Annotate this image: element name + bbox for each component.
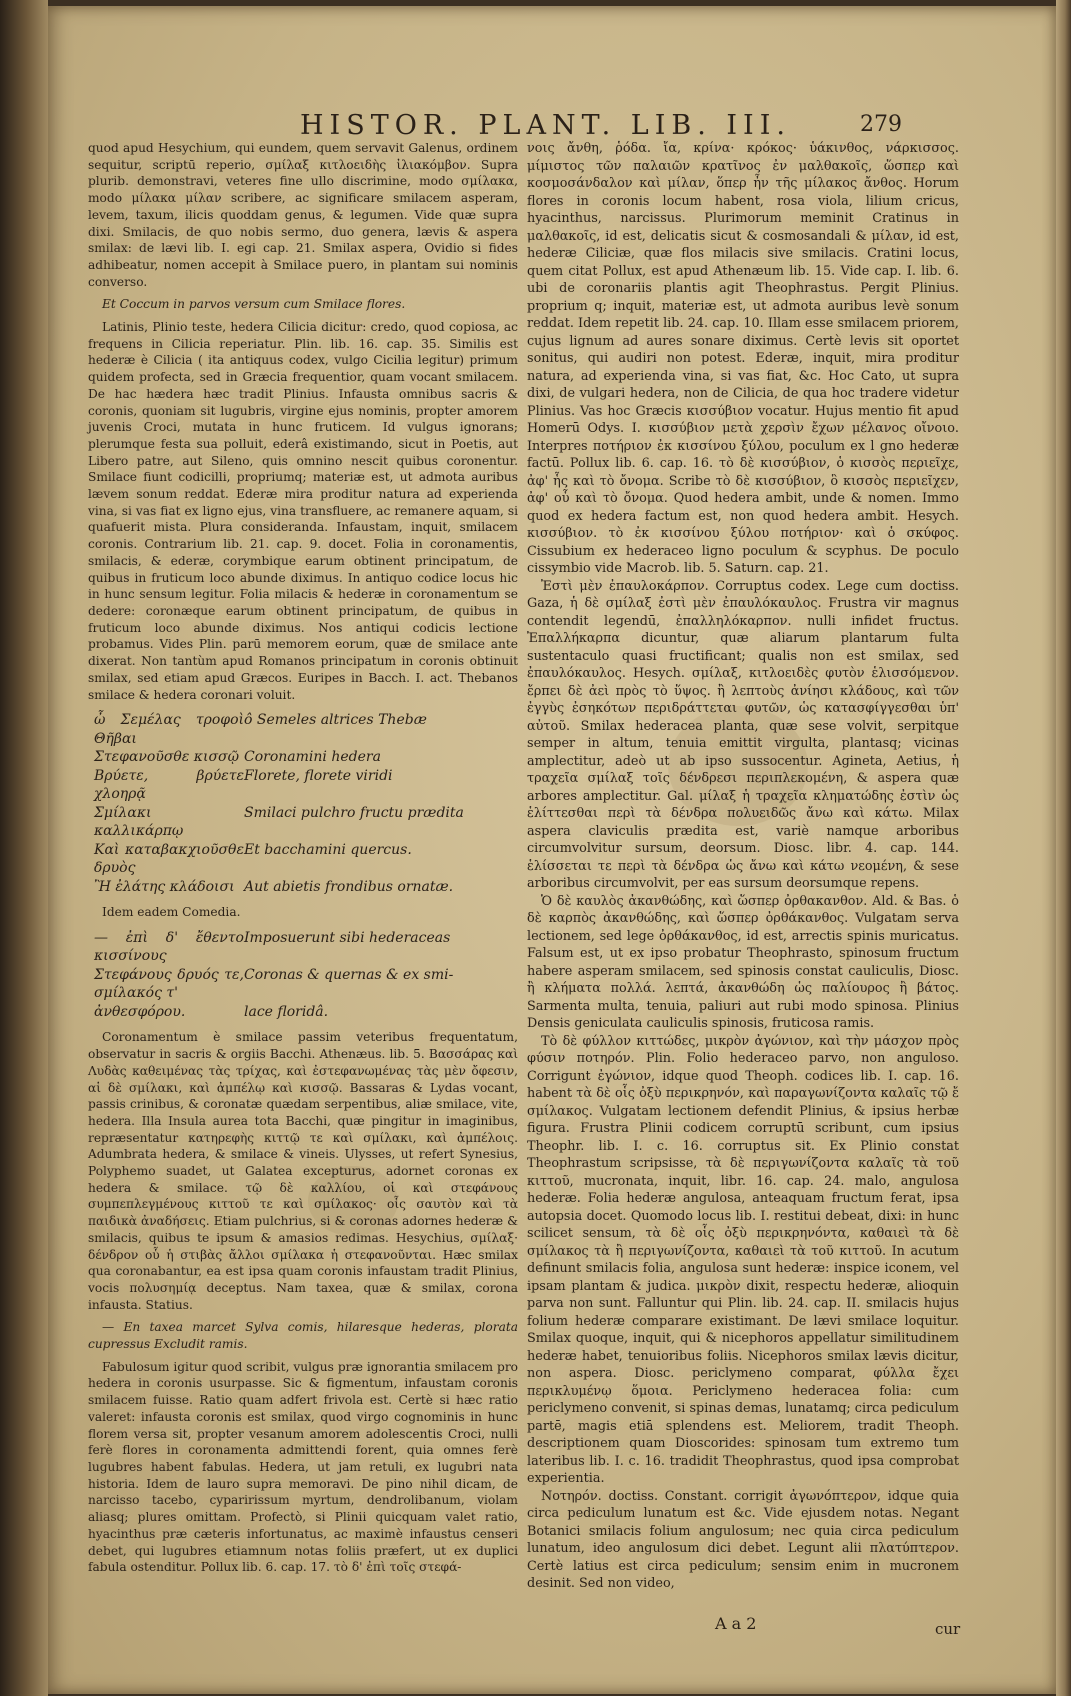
- paragraph: νοις ἄνθη, ῥόδα. ἴα, κρίνα· κρόκος· ὑάκινθος, νάρκισσος. μίμιστος τῶν παλαιῶν κρατῖνος ἐν μαλθακοῖς, ὥσπερ καὶ κοσμοσάνδαλον καὶ μίλαν, ὅπερ ἦν τῆς μίλακος ἄνθος. Horum flores in coronis locum habent, rosa viola, lilium cricus, hyacinthus, narcissus. Plurimorum meminit Cratinus in μαλθακοῖς, id est, delicatis sicut & cosmosandali & μίλαν, id est, hederæ Ciliciæ, quæ flos milacis sive smilacis. Cratini locus, quem citat Pollux, est apud Athenæum lib. 15. Vide cap. I. lib. 6. ubi de coronariis plantis agit Theophrastus. Pergit Plinius. proprium q; inquit, materiæ est, ut admota auribus levè sonum reddat. Idem repetit lib. 24. cap. 10. Illam esse smilacem priorem, cujus lignum ad aures sonare diximus. Certè levis sit oportet sonitus, qui audiri non potest. Ederæ, inquit, mira proditur natura, ad experienda vina, si vas fiat, &c. Hoc Cato, ut supra dixi, de vulgari hedera, non de Cilicia, de qua hoc tradere videtur Plinius. Vas hoc Græcis κισσύβιον vocatur. Hujus mentio fit apud Homerū Odys. I. κισσύβιον μετὰ χερσὶν ἔχων μέλανος οἴνοιο. Interpres ποτήριον ἐκ κισσίνου ξύλου, poculum ex l gno hederæ factū. Pollux lib. 6. cap. 16. τὸ δὲ κισσύβιον, ὁ κισσὸς περιεῖχε, ἀφ' ἧς καὶ τὸ ὄνομα. Scribe τὸ δὲ κισσύβιον, ὃ κισσὸς περιεῖχεν, ἀφ' οὗ καὶ τὸ ὄνομα. Quod hedera ambit, unde & nomen. Immo quod ex hedera factum est, non quod hedera ambit. Hesych. κισσύβιον. τὸ ἐκ κισσίνου ξύλου ποτήριον· καὶ ὁ σκύφος. Cissubium ex hederaceo ligno poculum & scyphus. De poculo cissymbio vide Macrob. lib. 5. Saturn. cap. 21.: [527, 141, 959, 576]
- verse-latin: Aut abietis frondibus ornatæ.: [244, 878, 454, 895]
- verse-latin: Coronas & quernas & ex smi-: [244, 966, 454, 983]
- catchword: cur: [935, 1620, 961, 1638]
- page-number: 279: [860, 112, 902, 137]
- paragraph: quod apud Hesychium, qui eundem, quem servavit Galenus, ordinem sequitur, scriptū reperio, σμίλαξ κιτλοειδὴς ἰλιακόμβον. Supra plurib. demonstravi, veteres fine ullo discrimine, modo σμίλακα, modo μίλακα μίλαν scribere, ac significare smilacem asperam, levem, taxum, ilicis quoddam genus, & legumen. Vide quæ supra dixi. Smilacis, de quo nobis sermo, duo genera, lævis & aspera smilax: de lævi lib. I. egi cap. 21. Smilax aspera, Ovidio si fides adhibeatur, nomen accepit à Smilace puero, in plantam sui nominis converso.: [88, 141, 518, 289]
- page-edge: [1056, 0, 1071, 1696]
- verse-block: [94, 929, 518, 1022]
- verse-greek: Στεφάνους δρυός τε, σμίλακός τ': [94, 966, 244, 1002]
- paragraph: Coronamentum è smilace passim veteribus frequentatum, observatur in sacris & orgiis Bacchi. Athenæus. lib. 5. Βασσάρας καὶ Λυδὰς καθειμένας τὰς τρίχας, καὶ ἐστεφανωμένας τὰς μὲν ὄφεσιν, αἱ δὲ σμίλακι, καὶ ἀμπέλῳ καὶ κισσῷ. Bassaras & Lydas vocant, passis crinibus, & coronatæ quædam serpentibus, aliæ smilace, vite, hedera. Illa Insula aurea tota Bacchi, quæ pingitur in imaginibus, repræsentatur κατηρεφὴς κιττῷ τε καὶ σμίλακι, καὶ ἀμπέλοις. Adumbrata hedera, & smilace & vineis. Ulysses, ut refert Synesius, Polyphemo suadet, ut Galatea excepturus, adornet coronas ex hedera & smilace. τῷ δὲ καλλίου, οἱ καὶ στεφάνους συμπεπλεγμένους κιττοῦ τε καὶ σμίλακος· οἷς σαυτὸν καὶ τὰ παιδικὰ ἀναδήσεις. Etiam pulchrius, si & coronas adornes hederæ & smilacis, quibus te ipsum & amasios redimas. Hesychius, σμίλαξ· δένδρον οὗ ἡ στιβὰς ἄλλοι σμίλακα ἡ στεφανοῦνται. Hæc smilax qua coronabantur, ea est ipsa quam coronis infaustam tradit Plinius, vocis πολυσημίᾳ deceptus. Nam taxea, quæ & smilax, corona infausta. Statius.: [88, 1030, 518, 1312]
- verse-line: [94, 1003, 518, 1022]
- verse-latin: Imposuerunt sibi hederaceas: [244, 929, 451, 946]
- running-head: HISTOR. PLANT. LIB. III.: [300, 110, 791, 141]
- verse-greek: Καὶ καταβακχιοῦσθε δρυὸς: [94, 841, 244, 877]
- paragraph: Latinis, Plinio teste, hedera Cilicia dicitur: credo, quod copiosa, ac frequens in Cilicia reperiatur. Plin. lib. 16. cap. 35. Similis est hederæ è Cilicia ( ita antiquus codex, vulgo Cicilia legitur) primum quidem profecta, sed in Græcia frequentior, quam vocant smilacem. De hac hædera hæc tradit Plinius. Infausta omnibus sacris & coronis, quoniam sit lugubris, virgine ejus nominis, propter amorem juvenis Croci, mutata in hunc fruticem. Id vulgus ignorans; plerumque festa sua polluit, ederâ existimando, sicut in Poetis, aut Libero patre, aut Sileno, quis omnino nescit quibus coronentur. Smilace fiunt codicilli, propriumq; materiæ est, ut admota auribus lævem sonum reddat. Ederæ mira proditur natura ad experienda vina, si vas fiat ex ligno ejus, vina transfluere, ac remanere aquam, si quafuerit mista. Plura consideranda. Infaustam, inquit, smilacem coronis. Contrarium lib. 21. cap. 9. docet. Folia in coronamentis, smilacis, & ederæ, corymbique earum obtinent principatum, de quibus in fruticum loco abunde diximus. In antiquo codice locus hic in hunc sensum legitur. Folia milacis & hederæ in coronamentum se dedere: coronæque earum obtinent principatum, de quibus in fruticum loco abunde diximus. Nos antiqui codicis lectione probamus. Vides Plin. parū memorem eorum, quæ de smilace ante dixerat. Non tantùm apud Romanos principatum in coronis obtinuit smilax, sed etiam apud Græcos. Euripes in Bacch. I. act. Thebanos smilace & hedera coronari voluit.: [88, 320, 518, 702]
- paragraph: Fabulosum igitur quod scribit, vulgus præ ignorantia smilacem pro hedera in coronis usurpasse. Sic & figmentum, infaustam coronis smilacem fuisse. Ratio quam adfert frivola est. Certè si hæc ratio valeret: infausta coronis est smilax, quod virgo cognominis in hunc florem versa sit, propter vesanum amorem adolescentis Croci, nulli ferè flores in coronamenta admittendi forent, quia omnes ferè lugubres habent fabulas. Hedera, ut jam retuli, ex lugubri nata historia. Idem de lauro supra memoravi. De pino nihil dicam, de narcisso tacebo, cyparirissum myrtum, dendrolibanum, violam aliasq; plures omittam. Profectò, si Plinii quicquam valet ratio, hyacinthus præ cæteris infortunatus, ac maximè infaustus censeri debet, qui lugubres etiamnum notas foliis præfert, ut ex duplici fabula ostenditur. Pollux lib. 6. cap. 17. τὸ δ' ἐπὶ τοῖς στεφά-: [88, 1359, 518, 1575]
- verse-greek: ἀνθεσφόρου.: [94, 1003, 186, 1020]
- verse-greek: Σμίλακι καλλικάρπῳ: [94, 804, 184, 840]
- verse-line: [94, 966, 518, 1003]
- verse-latin: Et bacchamini quercus.: [244, 841, 412, 858]
- left-column: [88, 140, 518, 1576]
- verse-line: [94, 929, 518, 966]
- verse-line: [94, 767, 518, 804]
- paragraph: Τὸ δὲ φύλλον κιττώδες, μικρὸν ἀγώνιον, καὶ τὴν μάσχον πρὸς φύσιν ποτηρόν. Plin. Folio hederaceo parvo, non anguloso. Corrigunt ἐγώνιον, idque quod Theoph. codices lib. I. cap. 16. habent τὰ δὲ οἷς ὀξὺ περικρηνόν, καὶ παραγωνίζοντα καλαῖς τῷ ἔ σμίλακος. Vulgatam lectionem defendit Plinius, & ipsius herbæ figura. Frustra Plinii codicem corruptū scribunt, cum ipsius Theophr. lib. I. c. 16. corruptus sit. Ex Plinio constat Theophrastum scripsisse, τὰ δὲ περιγωνίζοντα καλαῖς τὰ τοῦ κιττοῦ, mucronata, inquit, libr. 16. cap. 24. malo, angulosa hederæ. Folia hederæ angulosa, anteaquam fructum ferat, ipsa autopsia docet. Quomodo locus lib. I. restitui debeat, dixi: in hunc scilicet sensum, τὰ δὲ οἷς ὀξὺ περικρηνόντα, καθαιεὶ τὰ δὲ σμίλακος τὰ ἢ περιγωνίζοντα, καθαιεὶ τὰ τοῦ κιττοῦ. In acutum definunt smilacis folia, angulosa sunt hederæ: inspice iconem, vel ipsam plantam & judica. μικρὸν dixit, respectu hederæ, alioquin parva non sunt. Falluntur qui Plin. lib. 24. cap. II. smilacis hujus folium hederæ comparare existimant. De lævi smilace loquitur. Smilax quoque, inquit, qui & nicephoros appellatur similitudinem hederæ habet, tenuioribus foliis. Nicephoros smilax lævis dicitur, non aspera. Diosc. periclymeno comparat, φύλλα ἔχει περικλυμένῳ ὅμοια. Periclymeno hederacea folia: cum periclymeno convenit, si spinas demas, lunatamq; circa pediculum partē, magis etiā splendens est. Meliorem, tradit Theoph. descriptionem quam Dioscorides: spinosam tum extremo tum lateribus lib. I. c. 16. tradidit Theophrastus, quod ipsa comprobat experientia.: [527, 1033, 959, 1486]
- verse-latin: Smilaci pulchro fructu prædita: [244, 804, 464, 821]
- quotation: — En taxea marcet Sylva comis, hilaresque hederas, plorata cupressus Excludit ramis.: [88, 1320, 518, 1352]
- verse-line: [94, 711, 518, 748]
- verse-greek: ὦ Σεμέλας τροφοὶ Θῆβαι: [94, 712, 244, 747]
- paragraph: Ὁ δὲ καυλὸς ἀκανθώδης, καὶ ὥσπερ ὀρθακανθον. Ald. & Bas. ὁ δὲ καρπὸς ἀκανθώδης, καὶ ὥσπερ ὀρθάκανθος. Vulgatam serva lectionem, sed lege ὀρθάκανθος, id est, arrectis spinis muricatus. Falsum est, ut ex ipso probatur Theophrasto, spinosum fructum habere asperam smilacem, sed spinosis constat cauliculis, Diosc. ἢ κλήματα πολλά. λεπτά, ἀκανθώδη ὡς παλίουρος ἢ βάτος. Sarmenta multa, tenuia, paliuri aut rubi modo spinosa. Plinius Densis geniculata cauliculis spinosis, fruticosa ramis.: [527, 893, 959, 1031]
- signature-mark: A a 2: [715, 1614, 757, 1633]
- verse-greek: — ἐπὶ δ' ἔθεντο κισσίνους: [94, 929, 244, 965]
- verse-greek: Στεφανοῦσθε κισσῷ: [94, 749, 240, 766]
- verse-latin: lace floridâ.: [244, 1003, 329, 1020]
- verse-line: [94, 804, 518, 841]
- verse-latin: Coronamini hedera: [244, 749, 381, 766]
- verse-greek: Ἢ ἐλάτης κλάδοισι: [94, 878, 235, 895]
- verse-latin: ô Semeles altrices Thebæ: [244, 712, 427, 729]
- verse-line: [94, 841, 518, 878]
- paragraph: Νοτηρόν. doctiss. Constant. corrigit ἀγωνόπτερον, idque quia circa pediculum lunatum est &c. Vide ejusdem notas. Negant Botanici smilacis folium angulosum; nec quia circa pediculum lunatum, ideo angulosum dici debet. Legunt alii πλατύπτερον. Certè latius est circa pediculum; sensim enim in mucronem desinit. Sed non video,: [527, 1488, 959, 1591]
- verse-block: [94, 711, 518, 896]
- verse-latin: Florete, florete viridi: [244, 767, 393, 784]
- right-column: [527, 140, 959, 1593]
- verse-line: [94, 748, 518, 767]
- paragraph: Idem eadem Comedia.: [102, 905, 241, 920]
- verse-greek: Βρύετε, βρύετε χλοηρᾷ: [94, 767, 244, 803]
- book-spine: [0, 0, 48, 1696]
- paragraph: Ἐστὶ μὲν ἐπαυλοκάρπον. Corruptus codex. Lege cum doctiss. Gaza, ἡ δὲ σμίλαξ ἐστὶ μὲν ἐπαυλόκαυλος. Frustra vir magnus contendit legendū, ἐπαλληλόκαρπον. nulli infidet fructus. Ἐπαλλήκαρπα dicuntur, quæ aliarum plantarum fulta sustentaculo quasi fructificant; qualis non est smilax, sed ἐπαυλόκαυλος. Hesych. σμίλαξ, κιτλοειδὲς φυτὸν ἑλισσόμενον. ἔρπει δὲ ἀεὶ πρὸς τὸ ὕψος. ἢ λεπτοὺς ἀνίησι κλάδους, καὶ τῶν ἐγγὺς ἐσηκότων περιδράττεται φυτῶν, ὡς κατασφίγγεσθαι ὑπ' αὐτοῦ. Smilax hederacea planta, quæ sese volvit, serpitque semper in altum, tenuia emittit virgulta, plantasq; vicinas amplectitur, adeò ut ab ipso sussocentur. Agineta, Aetius, ἡ τραχεῖα σμίλαξ τοῖς δένδρεσι περιπλεκομένη, & aspera quæ arbores amplectitur. Gal. μίλαξ ἡ τραχεῖα κληματώδης ἐστὶν ὡς ἑλίττεσθαι περὶ τὰ δένδρα πολυειδῶς ἄνω καὶ κάτω. Milax aspera claviculis prædita est, variè namque arboribus circumvolvitur sursum, deorsum. Diosc. libr. 4. cap. 144. ἑλίσσεται τε περὶ τὰ δένδρα ὡς ἄνω καὶ κάτω νεομένη, & sese arboribus circumvolvit, per eas sursum deorsumque repens.: [527, 578, 959, 891]
- quotation: Et Coccum in parvos versum cum Smilace flores.: [102, 297, 406, 312]
- verse-line: [94, 878, 518, 897]
